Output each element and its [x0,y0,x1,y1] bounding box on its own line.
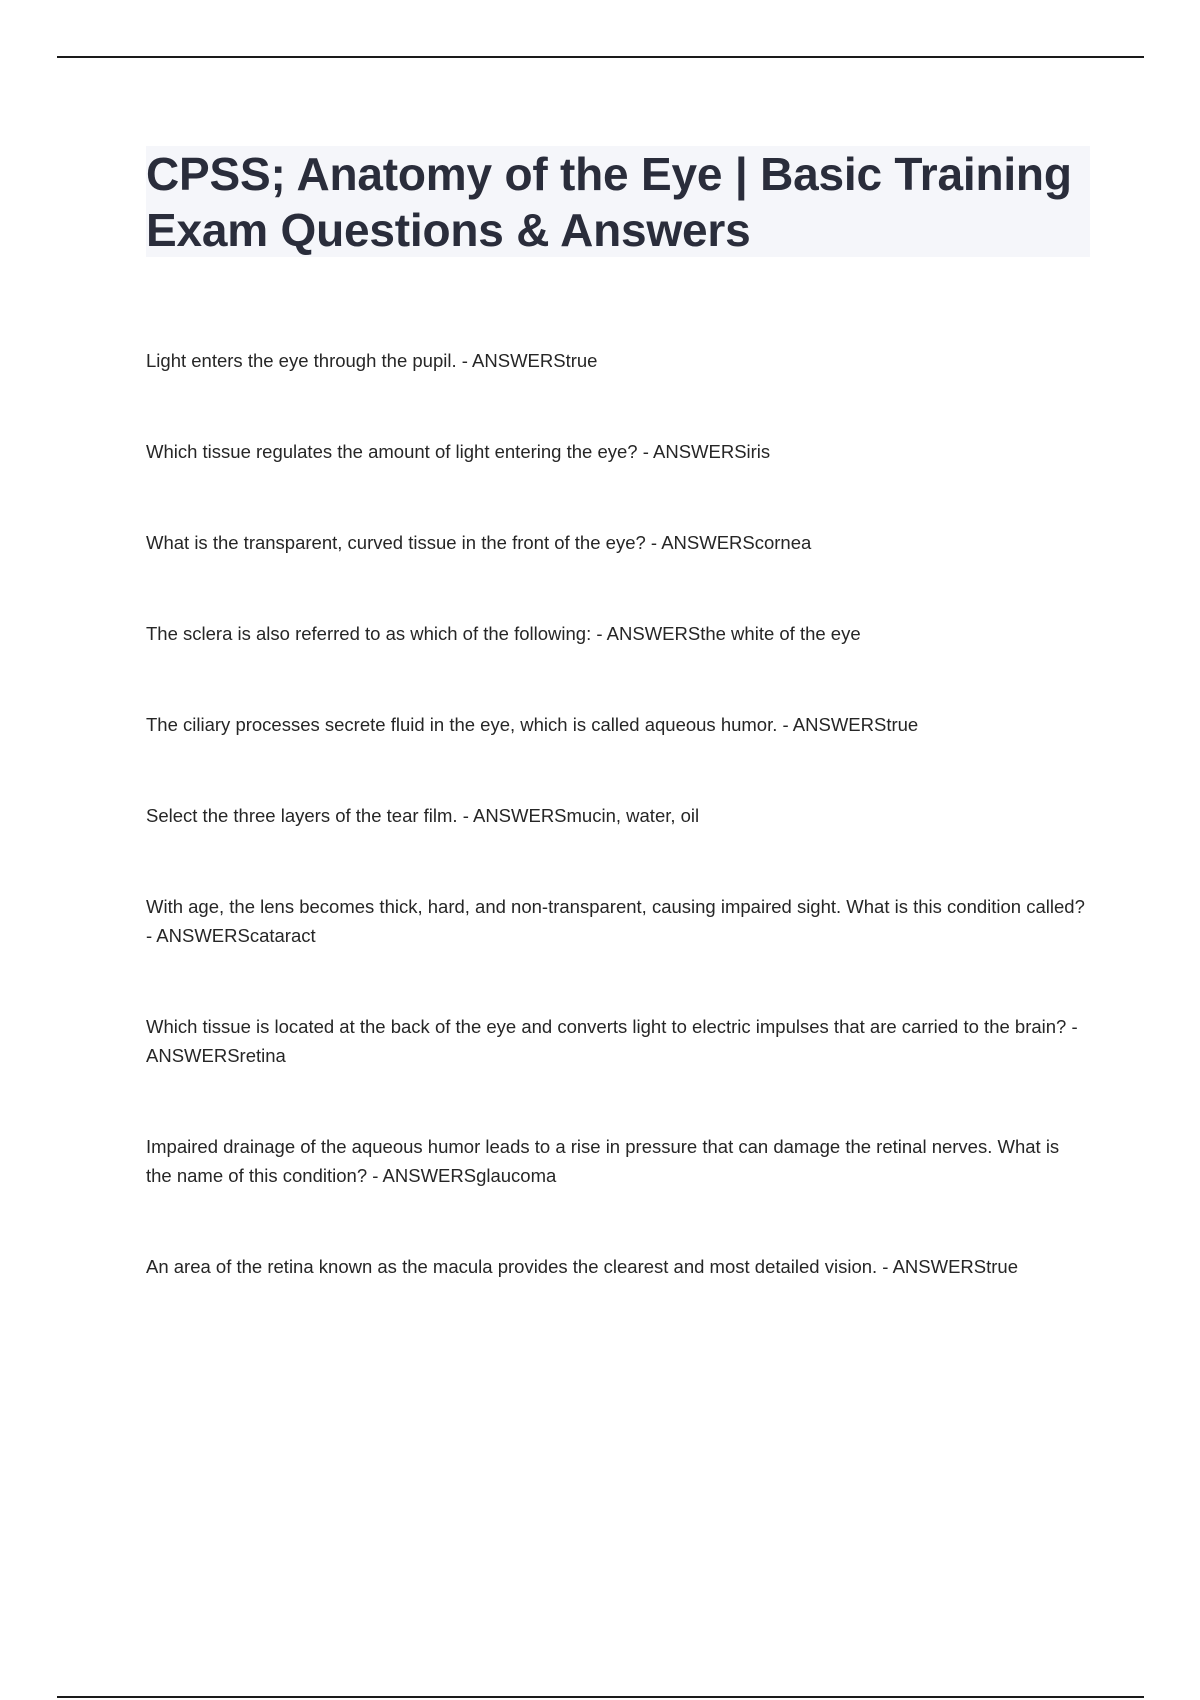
question-item: Which tissue is located at the back of the eye and converts light to electric impulses that are carried to the brain? - ANSWERSretina [146,1016,1078,1066]
document-title: CPSS; Anatomy of the Eye | Basic Training Exam Questions & Answers [146,148,1072,256]
question-list [146,346,1090,1343]
question-item: Light enters the eye through the pupil. - ANSWERStrue [146,350,598,371]
question-item: Select the three layers of the tear film. - ANSWERSmucin, water, oil [146,805,700,826]
question-item: Impaired drainage of the aqueous humor leads to a rise in pressure that can damage the retinal nerves. What is the name of this condition? - ANSWERSglaucoma [146,1136,1060,1186]
question-item: What is the transparent, curved tissue in the front of the eye? - ANSWERScornea [146,532,812,553]
question-item: The sclera is also referred to as which of the following: - ANSWERSthe white of the eye [146,623,861,644]
question-item: The ciliary processes secrete fluid in the eye, which is called aqueous humor. - ANSWERStrue [146,714,919,735]
footer-rule [57,1696,1144,1698]
question-item: Which tissue regulates the amount of light entering the eye? - ANSWERSiris [146,441,771,462]
question-item: With age, the lens becomes thick, hard, and non-transparent, causing impaired sight. What is this condition called? - ANSWERScataract [146,896,1085,946]
question-item: An area of the retina known as the macula provides the clearest and most detailed vision. - ANSWERStrue [146,1256,1019,1277]
title-banner [146,146,1090,257]
header-rule [57,56,1144,58]
